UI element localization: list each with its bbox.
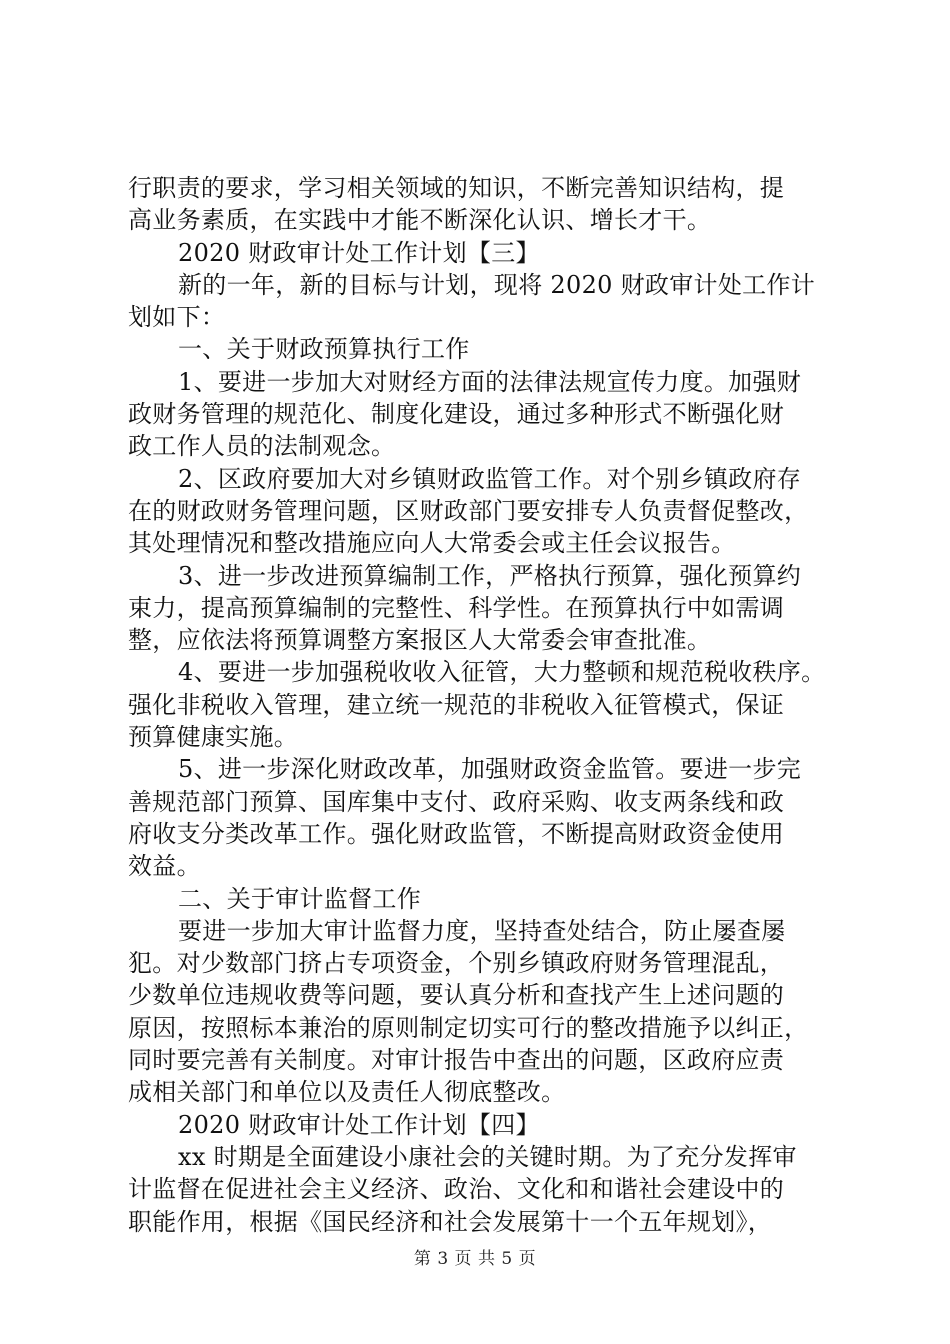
- text-line: 犯。对少数部门挤占专项资金，个别乡镇政府财务管理混乱，: [128, 949, 785, 978]
- text-line: 划如下：: [128, 303, 226, 332]
- text-line: 善规范部门预算、国库集中支付、政府采购、收支两条线和政: [128, 787, 785, 816]
- text-line: 1、要进一步加大对财经方面的法律法规宣传力度。加强财: [178, 367, 802, 396]
- text-line: 行职责的要求，学习相关领域的知识，不断完善知识结构，提: [128, 174, 785, 202]
- text-line: 2020 财政审计处工作计划【四】: [178, 1110, 540, 1139]
- text-line: 4、要进一步加强税收收入征管，大力整顿和规范税收秩序。: [178, 658, 826, 687]
- text-line: 职能作用，根据《国民经济和社会发展第十一个五年规划》，: [128, 1207, 773, 1236]
- text-line: 一、关于财政预算执行工作: [178, 335, 470, 364]
- text-line: 政财务管理的规范化、制度化建设，通过多种形式不断强化财: [128, 400, 785, 429]
- text-line: 要进一步加大审计监督力度，坚持查处结合，防止屡查屡: [178, 916, 786, 945]
- text-line: 3、进一步改进预算编制工作，严格执行预算，强化预算约: [178, 561, 802, 590]
- text-line: 2、区政府要加大对乡镇财政监管工作。对个别乡镇政府存: [178, 464, 802, 493]
- text-line: 少数单位违规收费等问题，要认真分析和查找产生上述问题的: [128, 981, 785, 1010]
- text-line: 整，应依法将预算调整方案报区人大常委会审查批准。: [128, 626, 712, 655]
- text-line: 预算健康实施。: [128, 723, 299, 752]
- text-line: 在的财政财务管理问题，区财政部门要安排专人负责督促整改，: [128, 496, 809, 525]
- page-footer: 第 3 页 共 5 页: [413, 1249, 537, 1269]
- text-line: 2020 财政审计处工作计划【三】: [178, 238, 540, 267]
- text-line: 同时要完善有关制度。对审计报告中查出的问题，区政府应责: [128, 1046, 785, 1075]
- text-line: 政工作人员的法制观念。: [128, 432, 396, 461]
- text-line: 效益。: [128, 852, 201, 881]
- text-line: 强化非税收入管理，建立统一规范的非税收入征管模式，保证: [128, 690, 785, 719]
- text-line: xx 时期是全面建设小康社会的关键时期。为了充分发挥审: [178, 1142, 797, 1171]
- text-line: 成相关部门和单位以及责任人彻底整改。: [128, 1078, 566, 1107]
- text-line: 二、关于审计监督工作: [178, 884, 421, 913]
- text-line: 其处理情况和整改措施应向人大常委会或主任会议报告。: [128, 529, 736, 558]
- text-line: 新的一年，新的目标与计划，现将 2020 财政审计处工作计: [178, 270, 816, 299]
- text-line: 束力，提高预算编制的完整性、科学性。在预算执行中如需调: [128, 593, 785, 622]
- text-line: 计监督在促进社会主义经济、政治、文化和和谐社会建设中的: [128, 1175, 785, 1204]
- text-line: 5、进一步深化财政改革，加强财政资金监管。要进一步完: [178, 755, 802, 784]
- text-line: 府收支分类改革工作。强化财政监管，不断提高财政资金使用: [128, 819, 785, 848]
- document-body: [128, 172, 828, 1238]
- text-line: 高业务素质，在实践中才能不断深化认识、增长才干。: [128, 206, 712, 235]
- text-line: 原因，按照标本兼治的原则制定切实可行的整改措施予以纠正，: [128, 1013, 809, 1042]
